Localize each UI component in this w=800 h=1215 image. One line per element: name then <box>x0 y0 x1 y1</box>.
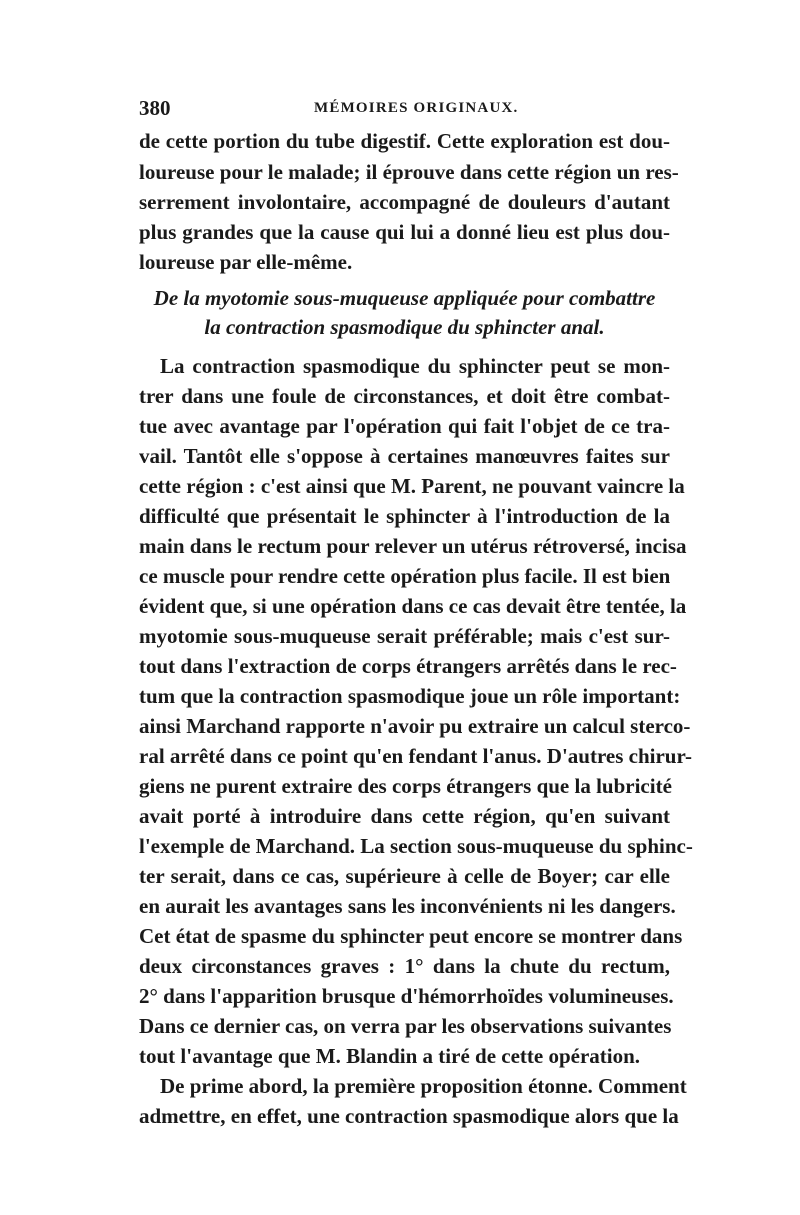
text-line: serrement involontaire, accompagné de douleurs d'autant <box>139 190 670 214</box>
text-line: avait porté à introduire dans cette région, qu'en suivant <box>139 804 670 828</box>
text-line: vail. Tantôt elle s'oppose à certaines manœuvres faites sur <box>139 444 670 468</box>
text-line: difficulté que présentait le sphincter à l'introduction de la <box>139 504 670 528</box>
running-title: MÉMOIRES ORIGINAUX. <box>314 100 519 116</box>
text-line: De prime abord, la première proposition étonne. Comment <box>160 1074 687 1098</box>
text-line: tum que la contraction spasmodique joue un rôle important: <box>139 684 681 708</box>
text-line: admettre, en effet, une contraction spasmodique alors que la <box>139 1104 679 1128</box>
text-line: plus grandes que la cause qui lui a donné lieu est plus dou- <box>139 220 670 244</box>
text-line: de cette portion du tube digestif. Cette exploration est dou- <box>139 129 670 153</box>
text-line: ter serait, dans ce cas, supérieure à celle de Boyer; car elle <box>139 864 670 888</box>
text-line: tout dans l'extraction de corps étrangers arrêtés dans le rec- <box>139 654 677 678</box>
text-line: 2° dans l'apparition brusque d'hémorrhoïdes volumineuses. <box>139 984 674 1008</box>
page-number: 380 <box>139 96 171 120</box>
text-line: l'exemple de Marchand. La section sous-muqueuse du sphinc- <box>139 834 693 858</box>
section-heading-line: la contraction spasmodique du sphincter anal. <box>204 315 605 339</box>
text-line: trer dans une foule de circonstances, et doit être combat- <box>139 384 670 408</box>
text-line: main dans le rectum pour relever un utérus rétroversé, incisa <box>139 534 687 558</box>
text-line: Dans ce dernier cas, on verra par les observations suivantes <box>139 1014 672 1038</box>
text-line: Cet état de spasme du sphincter peut encore se montrer dans <box>139 924 683 948</box>
text-line: tout l'avantage que M. Blandin a tiré de cette opération. <box>139 1044 641 1068</box>
text-line: La contraction spasmodique du sphincter peut se mon- <box>160 354 670 378</box>
text-line: ainsi Marchand rapporte n'avoir pu extraire un calcul sterco- <box>139 714 691 738</box>
text-line: ce muscle pour rendre cette opération plus facile. Il est bien <box>139 564 671 588</box>
text-line: giens ne purent extraire des corps étrangers que la lubricité <box>139 774 672 798</box>
text-line: ral arrêté dans ce point qu'en fendant l'anus. D'autres chirur- <box>139 744 693 768</box>
page-header <box>139 96 670 120</box>
text-line: myotomie sous-muqueuse serait préférable; mais c'est sur- <box>139 624 670 648</box>
text-line: cette région : c'est ainsi que M. Parent, ne pouvant vaincre la <box>139 474 685 498</box>
text-line: évident que, si une opération dans ce cas devait être tentée, la <box>139 594 687 618</box>
text-line: loureuse par elle-même. <box>139 250 353 274</box>
text-line: en aurait les avantages sans les inconvénients ni les dangers. <box>139 894 676 918</box>
text-line: loureuse pour le malade; il éprouve dans cette région un res- <box>139 160 679 184</box>
section-heading-line: De la myotomie sous-muqueuse appliquée pour combattre <box>153 286 656 310</box>
text-line: tue avec avantage par l'opération qui fait l'objet de ce tra- <box>139 414 670 438</box>
text-line: deux circonstances graves : 1° dans la chute du rectum, <box>139 954 670 978</box>
